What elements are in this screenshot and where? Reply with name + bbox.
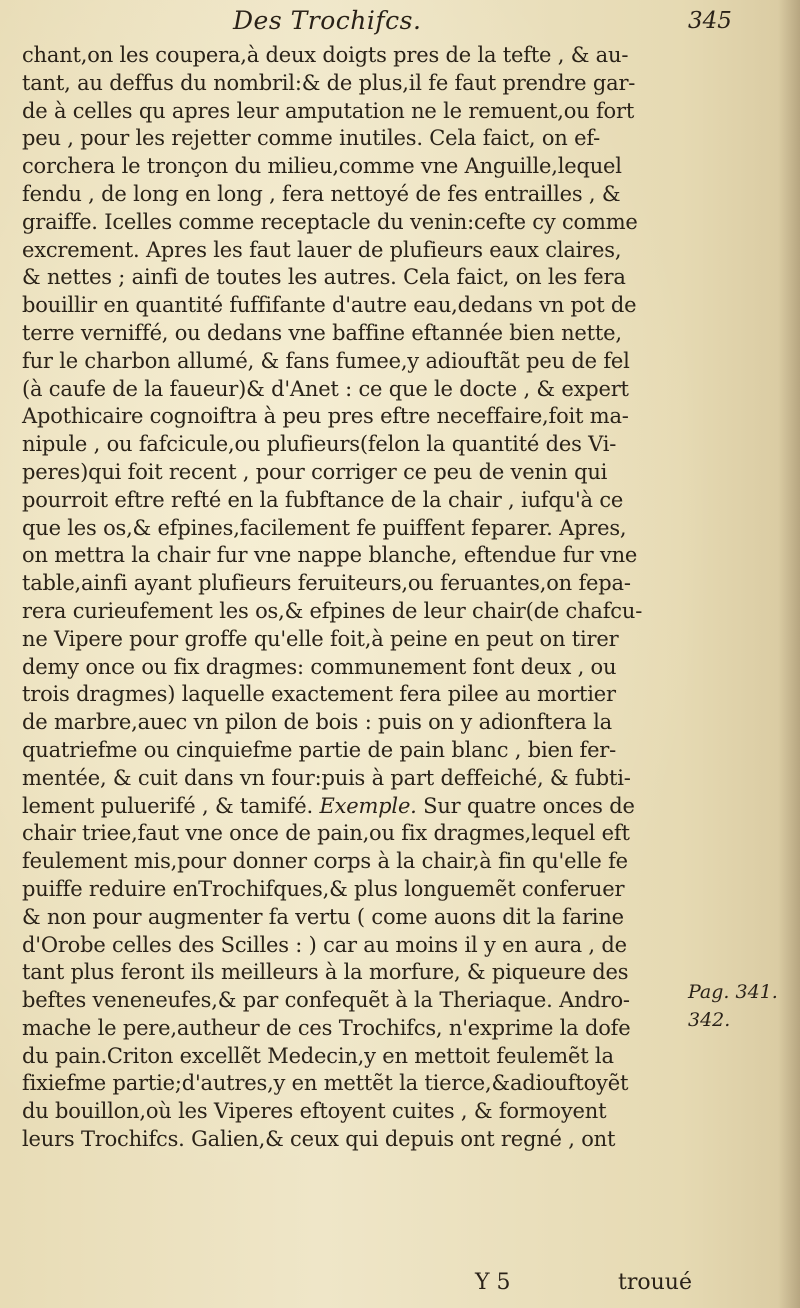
text-line: & nettes ; ainfi de toutes les autres. Cela faict, on les fera: [22, 265, 626, 290]
text-line: fur le charbon allumé, & fans fumee,y adiouftãt peu de fel: [22, 348, 630, 373]
running-title: Des Trochifcs.: [233, 6, 422, 35]
text-line: & non pour augmenter fa vertu ( come auons dit la farine: [22, 904, 624, 929]
page-number: 345: [688, 8, 732, 34]
text-line: bouillir en quantité fuffifante d'autre eau,dedans vn pot de: [22, 293, 637, 318]
text-line: on mettra la chair fur vne nappe blanche, eftendue fur vne: [22, 543, 638, 568]
example-label: Exemple.: [319, 793, 417, 818]
text-line: tant plus feront ils meilleurs à la morfure, & piqueure des: [22, 960, 629, 985]
body-text: [22, 42, 682, 1154]
text-line: que les os,& efpines,facilement fe puiffent feparer. Apres,: [22, 515, 627, 540]
text-line: beftes veneneufes,& par confequẽt à la Theriaque. Andro-: [22, 988, 630, 1013]
page-footer: [0, 1270, 800, 1304]
text-line: fixiefme partie;d'autres,y en mettẽt la tierce,&adiouftoyẽt: [22, 1071, 629, 1096]
text-line: nipule , ou fafcicule,ou plufieurs(felon la quantité des Vi-: [22, 432, 617, 457]
text-line: demy once ou fix dragmes: communement font deux , ou: [22, 654, 617, 679]
text-line: pourroit eftre refté en la fubftance de la chair , iufqu'à ce: [22, 487, 624, 512]
text-line: fendu , de long en long , fera nettoyé de fes entrailles , &: [22, 181, 621, 206]
page-header: [0, 2, 800, 42]
text-line: Apothicaire cognoiftra à peu pres eftre neceffaire,foit ma-: [22, 404, 629, 429]
text-line: du bouillon,où les Viperes eftoyent cuites , & formoyent: [22, 1099, 607, 1124]
text-line: rera curieufement les os,& efpines de leur chair(de chafcu-: [22, 598, 643, 623]
text-line: peu , pour les rejetter comme inutiles. Cela faict, on ef-: [22, 126, 601, 151]
text-line: feulement mis,pour donner corps à la chair,à fin qu'elle fe: [22, 849, 628, 874]
signature-mark: Y 5: [475, 1270, 511, 1295]
text-line-with-example: [22, 793, 682, 821]
text-line: corchera le tronçon du milieu,comme vne Anguille,lequel: [22, 154, 622, 179]
text-line: terre verniffé, ou dedans vne baffine eftannée bien nette,: [22, 320, 622, 345]
text-line: de à celles qu apres leur amputation ne le remuent,ou fort: [22, 98, 635, 123]
catchword: trouué: [618, 1270, 692, 1295]
margin-note-page-ref-continued: 342.: [688, 1009, 731, 1031]
text-line: mentée, & cuit dans vn four:puis à part deffeiché, & fubti-: [22, 765, 631, 790]
text-line: d'Orobe celles des Scilles : ) car au moins il y en aura , de: [22, 932, 627, 957]
text-line: trois dragmes) laquelle exactement fera pilee au mortier: [22, 682, 616, 707]
text-line: peres)qui foit recent , pour corriger ce peu de venin qui: [22, 459, 608, 484]
text-line-start: lement puluerifé , & tamifé.: [22, 793, 313, 818]
margin-note-page-ref: Pag. 341.: [688, 981, 778, 1003]
text-line: du pain.Criton excellẽt Medecin,y en mettoit feulemẽt la: [22, 1043, 614, 1068]
text-line: (à caufe de la faueur)& d'Anet : ce que le docte , & expert: [22, 376, 629, 401]
text-line: mache le pere,autheur de ces Trochifcs, n'exprime la dofe: [22, 1015, 631, 1040]
text-line: ne Vipere pour groffe qu'elle foit,à peine en peut on tirer: [22, 626, 619, 651]
page-edge-shadow: [778, 0, 800, 1308]
text-line: de marbre,auec vn pilon de bois : puis on y adionftera la: [22, 710, 612, 735]
text-line: tant, au deffus du nombril:& de plus,il fe faut prendre gar-: [22, 70, 636, 95]
text-line: quatriefme ou cinquiefme partie de pain blanc , bien fer-: [22, 737, 617, 762]
text-line: leurs Trochifcs. Galien,& ceux qui depuis ont regné , ont: [22, 1127, 616, 1152]
text-line-end: Sur quatre onces de: [416, 793, 635, 818]
text-line: puiffe reduire enTrochifques,& plus longuemẽt conferuer: [22, 876, 625, 901]
text-line: graiffe. Icelles comme receptacle du venin:cefte cy comme: [22, 209, 638, 234]
text-line: table,ainfi ayant plufieurs feruiteurs,ou feruantes,on fepa-: [22, 571, 631, 596]
text-line: excrement. Apres les faut lauer de plufieurs eaux claires,: [22, 237, 622, 262]
text-line: chant,on les coupera,à deux doigts pres de la tefte , & au-: [22, 43, 629, 67]
text-line: chair triee,faut vne once de pain,ou fix dragmes,lequel eft: [22, 821, 630, 846]
